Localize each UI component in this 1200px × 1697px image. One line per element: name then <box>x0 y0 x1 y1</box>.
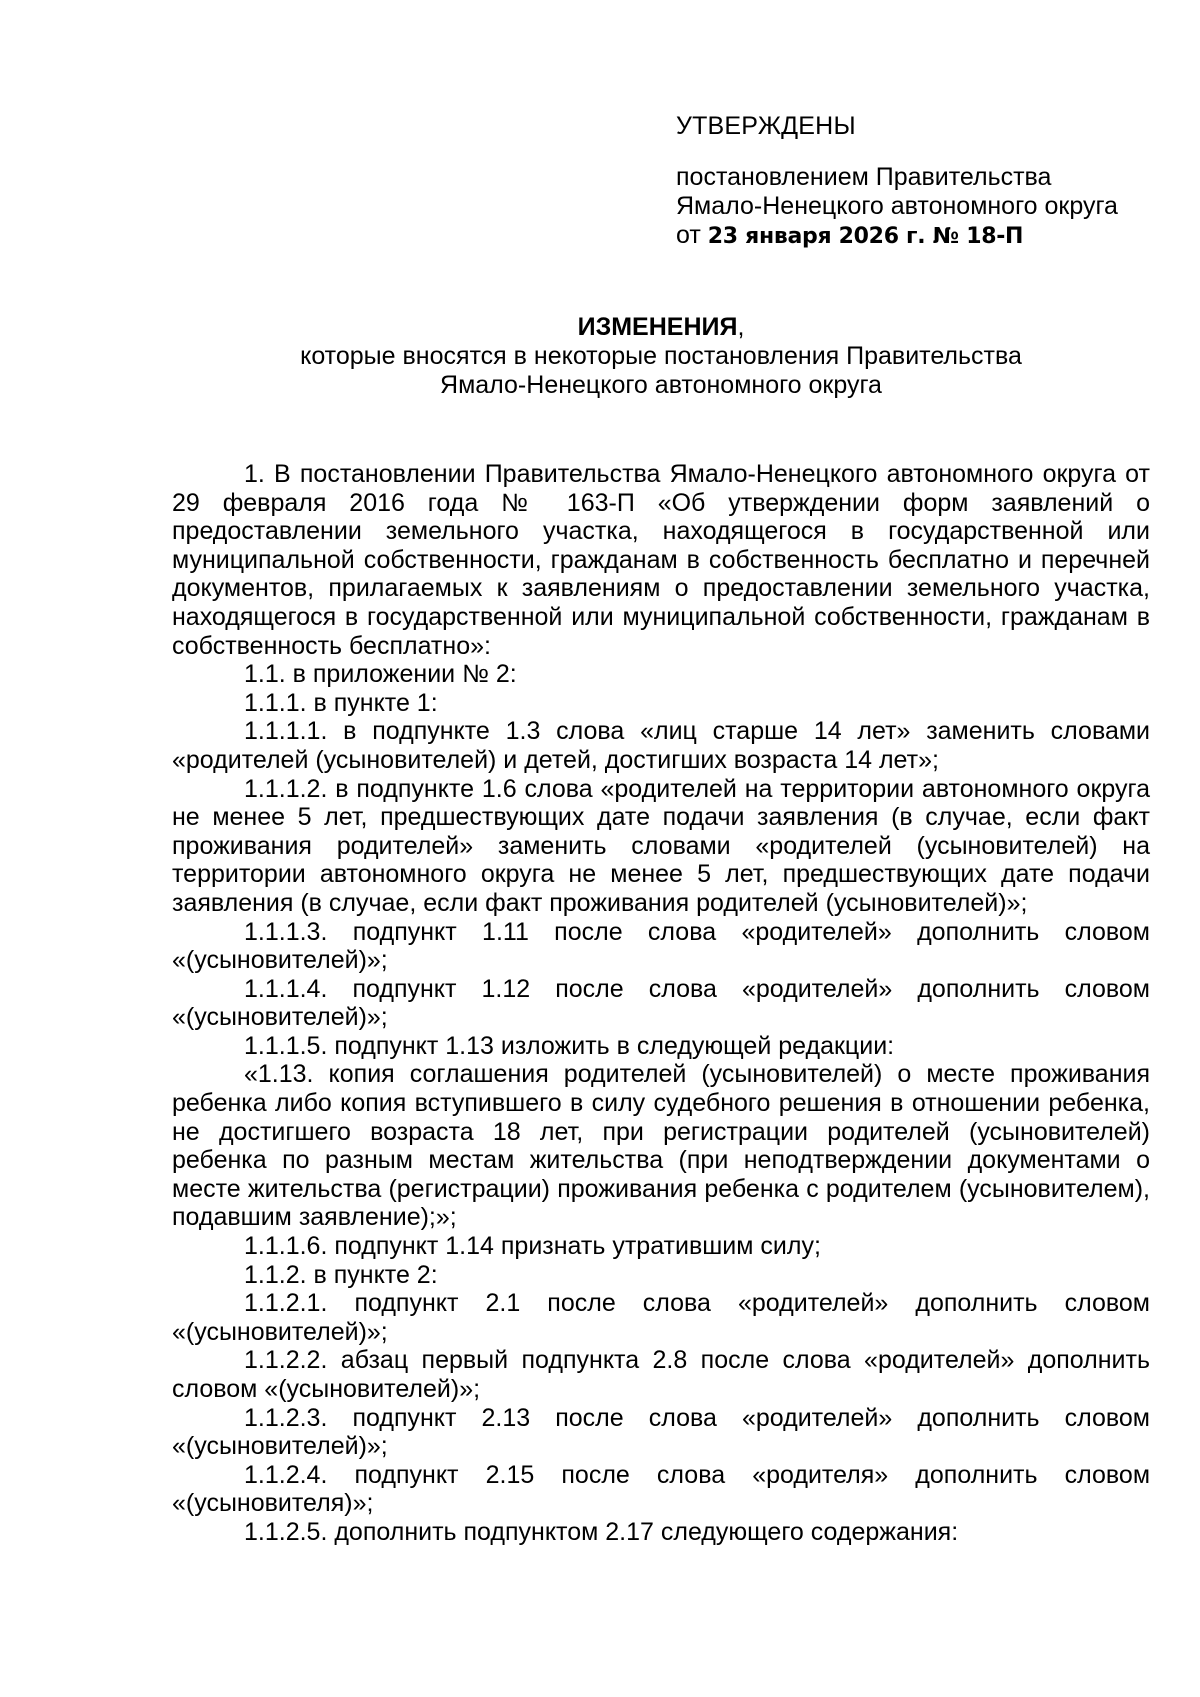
approved-heading: УТВЕРЖДЕНЫ <box>676 112 856 140</box>
approval-date-number: 23 января 2026 г. № 18-П <box>707 224 1024 249</box>
paragraph-1-1: 1.1. в приложении № 2: <box>244 660 517 689</box>
paragraph-1-1-2-3: 1.1.2.3. подпункт 2.13 после слова «родителей» дополнить словом «(усыновителей)»; <box>172 1403 1150 1461</box>
paragraph-1-1-1-2: 1.1.1.2. в подпункте 1.6 слова «родителей на территории автономного округа не менее 5 лет, предшествующих дате подачи заявления (в случае, если факт проживания родителей» заменить словами «родителей (усыновителей) на территории автономного округа не менее 5 лет, предшествующих дате подачи заявления (в случае, если факт проживания родителей (усыновителей)»; <box>172 774 1150 917</box>
document-title-block <box>172 313 1150 400</box>
document-body <box>172 460 1150 1547</box>
document-title: ИЗМЕНЕНИЯ <box>577 313 738 341</box>
title-comma: , <box>737 313 745 341</box>
paragraph-quoted-1-13: «1.13. копия соглашения родителей (усыновителей) о месте проживания ребенка либо копия вступившего в силу судебного решения в отношении ребенка, не достигшего возраста 18 лет, при регистрации родителей (усыновителей) ребенка по разным местам жительства (при неподтверждении документами о месте жительства (регистрации) проживания ребенка с родителем (усыновителем), подавшим заявление);»; <box>172 1060 1150 1232</box>
approval-stamp-block <box>676 112 1176 251</box>
paragraph-1-1-1-3: 1.1.1.3. подпункт 1.11 после слова «родителей» дополнить словом «(усыновителей)»; <box>172 917 1150 975</box>
approval-line-resolution: постановлением Правительства <box>676 163 1052 191</box>
approval-date-prefix: от <box>676 221 701 249</box>
document-subtitle-line-2: Ямало-Ненецкого автономного округа <box>440 371 882 399</box>
paragraph-1-1-2-5: 1.1.2.5. дополнить подпунктом 2.17 следующего содержания: <box>244 1517 959 1546</box>
paragraph-1-1-1: 1.1.1. в пункте 1: <box>244 688 438 717</box>
approval-line-region: Ямало-Ненецкого автономного округа <box>676 192 1118 220</box>
paragraph-1-1-1-5: 1.1.1.5. подпункт 1.13 изложить в следующей редакции: <box>244 1031 895 1060</box>
paragraph-1-1-2: 1.1.2. в пункте 2: <box>244 1260 438 1289</box>
paragraph-1-1-1-1: 1.1.1.1. в подпункте 1.3 слова «лиц старше 14 лет» заменить словами «родителей (усыновителей) и детей, достигших возраста 14 лет»; <box>172 717 1150 774</box>
paragraph-1-1-1-6: 1.1.1.6. подпункт 1.14 признать утратившим силу; <box>244 1232 821 1261</box>
document-subtitle-line-1: которые вносятся в некоторые постановления Правительства <box>300 342 1022 370</box>
paragraph-1-1-2-2: 1.1.2.2. абзац первый подпункта 2.8 после слова «родителей» дополнить словом «(усыновителей)»; <box>172 1346 1150 1403</box>
paragraph-1-1-1-4: 1.1.1.4. подпункт 1.12 после слова «родителей» дополнить словом «(усыновителей)»; <box>172 974 1150 1032</box>
paragraph-1-1-2-1: 1.1.2.1. подпункт 2.1 после слова «родителей» дополнить словом «(усыновителей)»; <box>172 1289 1150 1346</box>
title-main-line <box>172 313 1150 342</box>
approval-date-line <box>676 221 1176 251</box>
paragraph-1-1-2-4: 1.1.2.4. подпункт 2.15 после слова «родителя» дополнить словом «(усыновителя)»; <box>172 1460 1150 1518</box>
paragraph-1: 1. В постановлении Правительства Ямало-Ненецкого автономного округа от 29 февраля 2016 года № 163-П «Об утверждении форм заявлений о предоставлении земельного участка, находящегося в государственной или муниципальной собственности, гражданам в собственность бесплатно и перечней документов, прилагаемых к заявлениям о предоставлении земельного участка, находящегося в государственной или муниципальной собственности, гражданам в собственность бесплатно»: <box>172 460 1150 660</box>
